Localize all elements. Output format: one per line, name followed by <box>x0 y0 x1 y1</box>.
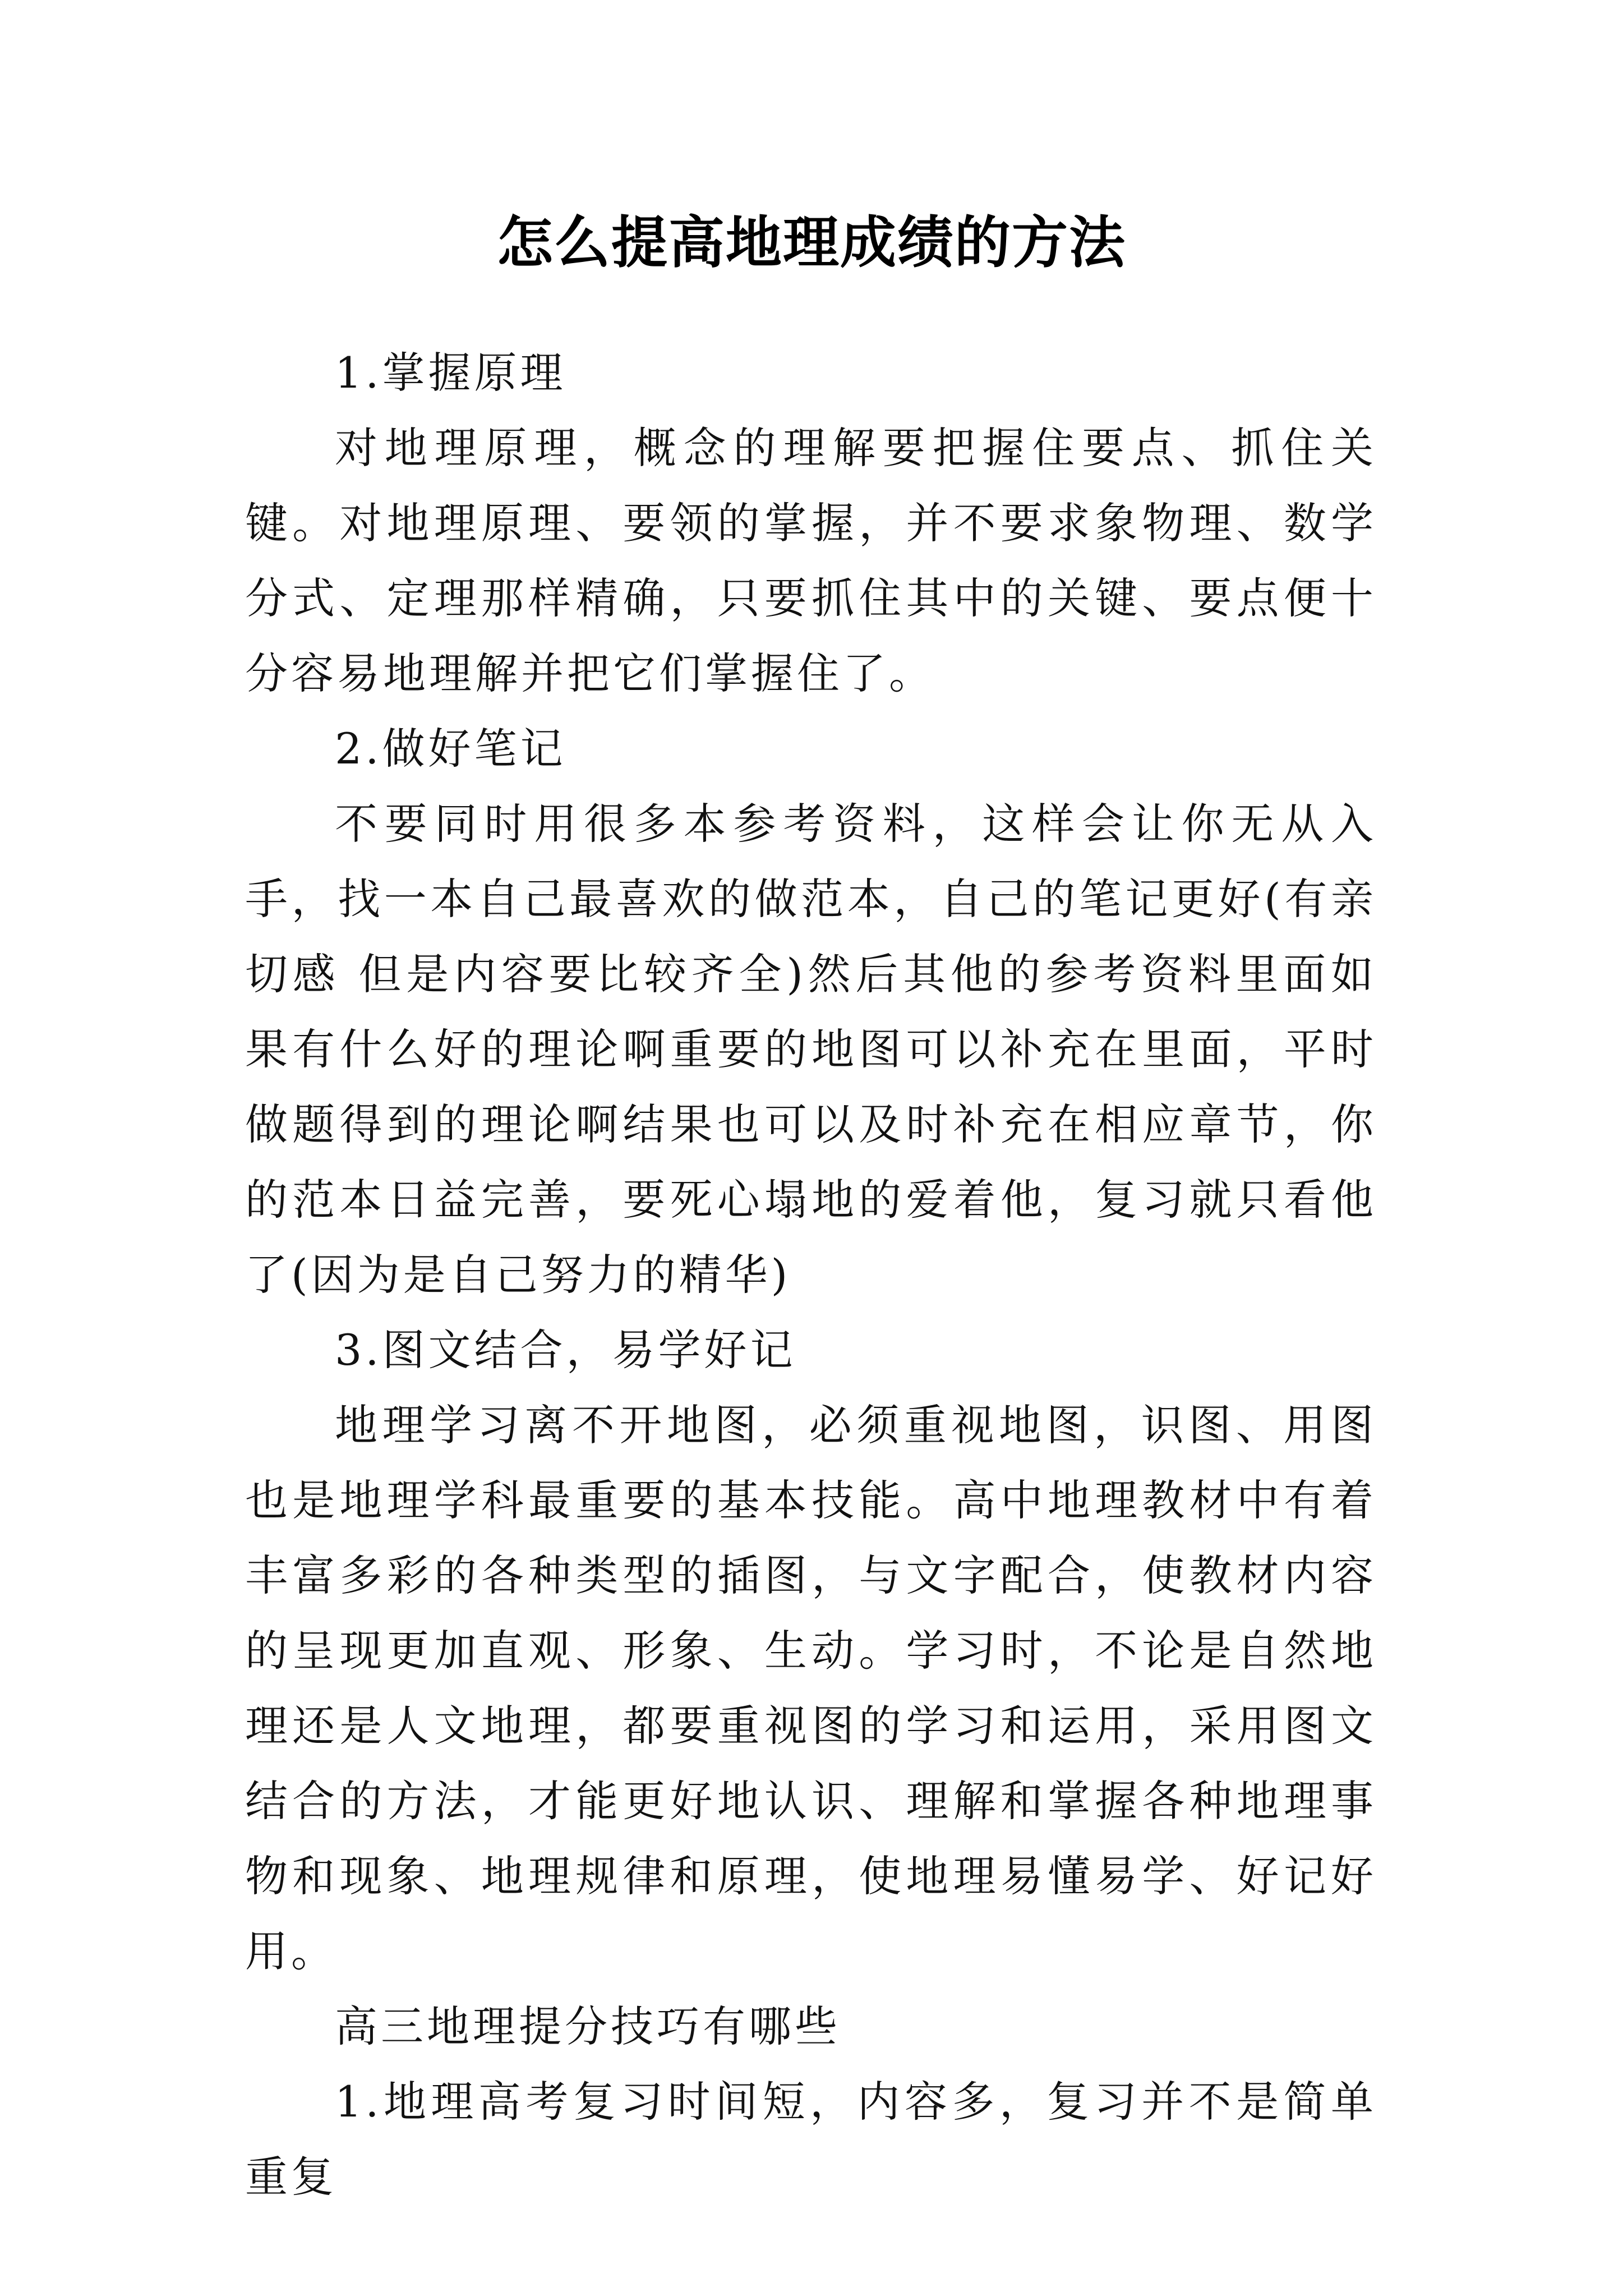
document-body <box>245 335 1377 2215</box>
paragraph-principles: 对地理原理，概念的理解要把握住要点、抓住关键。对地理原理、要领的掌握，并不要求象物理、数学分式、定理那样精确，只要抓住其中的关键、要点便十分容易地理解并把它们掌握住了。 <box>245 423 1377 698</box>
section-heading-maps: 3.图文结合，易学好记 <box>335 1325 796 1375</box>
section-heading-tips: 高三地理提分技巧有哪些 <box>335 2001 841 2051</box>
section-heading-principles: 1.掌握原理 <box>335 348 566 398</box>
paragraph-maps: 地理学习离不开地图，必须重视地图，识图、用图也是地理学科最重要的基本技能。高中地理教材中有着丰富多彩的各种类型的插图，与文字配合，使教材内容的呈现更加直观、形象、生动。学习时，不论是自然地理还是人文地理，都要重视图的学习和运用，采用图文结合的方法，才能更好地认识、理解和掌握各种地理事物和现象、地理规律和原理，使地理易懂易学、好记好用。 <box>245 1400 1377 1976</box>
section-heading-notes: 2.做好笔记 <box>335 724 566 774</box>
paragraph-notes: 不要同时用很多本参考资料，这样会让你无从入手，找一本自己最喜欢的做范本，自己的笔记更好(有亲切感 但是内容要比较齐全)然后其他的参考资料里面如果有什么好的理论啊重要的地图可以补充在里面，平时做题得到的理论啊结果也可以及时补充在相应章节，你的范本日益完善，要死心塌地的爱着他，复习就只看他了(因为是自己努力的精华) <box>245 799 1377 1300</box>
paragraph-tips: 1.地理高考复习时间短，内容多，复习并不是简单重复 <box>245 2077 1377 2202</box>
document-title: 怎么提高地理成绩的方法 <box>497 209 1126 275</box>
